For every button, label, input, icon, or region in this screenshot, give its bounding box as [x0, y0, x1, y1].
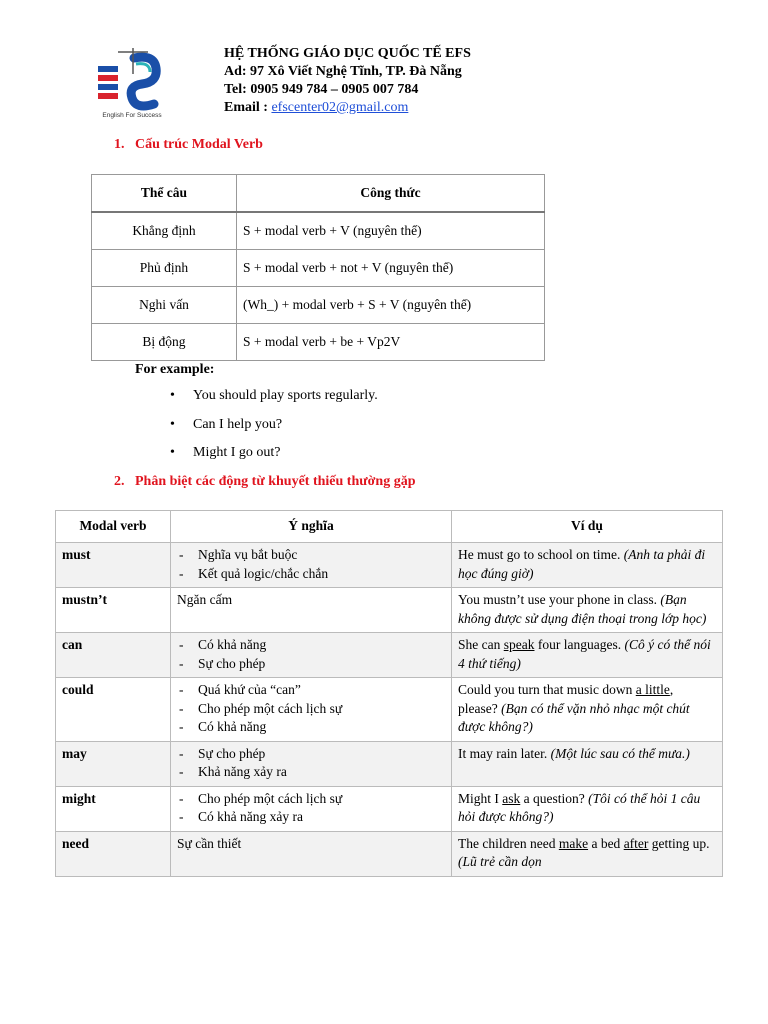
modal-verb-table — [55, 510, 723, 877]
example-translation: (Lũ trẻ cần dọn — [458, 854, 542, 869]
example-cell — [452, 741, 723, 786]
example-label: For example: — [135, 362, 215, 377]
example-text: The children need — [458, 835, 559, 851]
meaning-item: - Khả năng xảy ra — [177, 763, 445, 782]
email-line — [224, 99, 471, 117]
formula: S + modal verb + be + Vp2V — [237, 324, 545, 361]
meaning-item: - Kết quả logic/chắc chắn — [177, 565, 445, 584]
modal-verb: may — [56, 741, 171, 786]
meaning-item: - Sự cho phép — [177, 655, 445, 674]
section-1-text: Cấu trúc Modal Verb — [135, 137, 263, 152]
example-translation: (Cô ý có thể nói 4 thứ tiếng) — [458, 637, 711, 671]
modal-verb: could — [56, 678, 171, 742]
modal-verb: need — [56, 831, 171, 876]
example-text: Might I — [458, 790, 503, 806]
header-block — [224, 45, 471, 117]
table-row — [92, 250, 545, 287]
efs-logo — [94, 44, 170, 120]
example-text: She can — [458, 637, 504, 652]
logo-caption: English For Success — [102, 112, 162, 119]
formula: S + modal verb + V (nguyên thể) — [237, 212, 545, 250]
section-2-number: 2. — [114, 474, 125, 489]
meaning-cell — [171, 543, 452, 588]
sentence-type: Phủ định — [92, 250, 237, 287]
example-translation: (Anh ta phải đi học đúng giờ) — [458, 547, 706, 581]
section-1-title — [114, 137, 263, 153]
table-row — [56, 633, 723, 678]
example-underlined: make — [558, 835, 589, 851]
phone: Tel: 0905 949 784 – 0905 007 784 — [224, 82, 419, 97]
example-text: It may rain later. — [458, 745, 551, 761]
meaning-item: - Sự cho phép — [177, 745, 445, 764]
table-row — [92, 212, 545, 250]
example-translation: (Một lúc sau có thể mưa.) — [550, 745, 690, 761]
sentence-type: Bị động — [92, 324, 237, 361]
column-header: Ví dụ — [452, 511, 723, 543]
list-item: • Might I go out? — [170, 445, 378, 474]
example-text: , please? — [458, 682, 674, 716]
example-translation: (Bạn không được sử dụng điện thoại trong lớp học) — [458, 592, 707, 626]
meaning-item: - Cho phép một cách lịch sự — [177, 700, 445, 719]
address: Ad: 97 Xô Viết Nghệ Tĩnh, TP. Đà Nẵng — [224, 64, 462, 79]
example-text: He must go to school on time. — [458, 547, 624, 562]
meaning-item: - Có khả năng — [177, 718, 445, 737]
example-translation: (Bạn có thể vặn nhỏ nhạc một chút được không?) — [458, 700, 690, 734]
sentence-type: Nghi vấn — [92, 287, 237, 324]
formula: S + modal verb + not + V (nguyên thể) — [237, 250, 545, 287]
example-cell — [452, 543, 723, 588]
email-link[interactable]: efscenter02@gmail.com — [271, 100, 409, 115]
section-2-title — [114, 474, 416, 490]
example-cell — [452, 588, 723, 633]
example-translation: (Tôi có thể hỏi 1 câu hỏi được không?) — [458, 790, 701, 824]
example-underlined: speak — [503, 637, 535, 652]
table-row — [56, 588, 723, 633]
example-text: a bed — [588, 835, 624, 851]
org-name: HỆ THỐNG GIÁO DỤC QUỐC TẾ EFS — [224, 46, 471, 61]
formula: (Wh_) + modal verb + S + V (nguyên thể) — [237, 287, 545, 324]
meaning-cell — [171, 741, 452, 786]
column-header: Thể câu — [92, 175, 237, 213]
table-row — [56, 678, 723, 742]
table-row — [56, 741, 723, 786]
meaning-cell — [171, 678, 452, 742]
table-row — [92, 287, 545, 324]
table-header-row — [92, 175, 545, 213]
modal-verb: might — [56, 786, 171, 831]
meaning-item: - Cho phép một cách lịch sự — [177, 790, 445, 809]
email-label: Email : — [224, 100, 272, 115]
meaning-item: - Có khả năng xảy ra — [177, 808, 445, 827]
example-cell — [452, 786, 723, 831]
modal-verb: can — [56, 633, 171, 678]
table-row — [56, 786, 723, 831]
example-text: a question? — [520, 790, 589, 806]
table-row — [56, 831, 723, 876]
example-text: getting up. — [648, 835, 710, 851]
sentence-type: Khẳng định — [92, 212, 237, 250]
meaning-cell — [171, 786, 452, 831]
column-header: Công thức — [237, 175, 545, 213]
meaning-item: - Nghĩa vụ bắt buộc — [177, 546, 445, 565]
example-cell — [452, 678, 723, 742]
meaning-item: - Quá khứ của “can” — [177, 681, 445, 700]
example-text: You mustn’t use your phone in class. — [458, 592, 661, 607]
meaning-cell: Sự cần thiết — [171, 831, 452, 876]
modal-verb: mustn’t — [56, 588, 171, 633]
example-cell — [452, 831, 723, 876]
table-header-row — [56, 511, 723, 543]
example-underlined: a little — [635, 682, 670, 697]
example-text: Could you turn that music down — [458, 682, 636, 697]
example-underlined: after — [623, 835, 649, 851]
example-text: four languages. — [534, 637, 625, 652]
section-2-text: Phân biệt các động từ khuyết thiếu thường gặp — [135, 474, 416, 489]
meaning-cell — [171, 633, 452, 678]
column-header: Ý nghĩa — [171, 511, 452, 543]
example-list — [170, 388, 378, 474]
table-row — [92, 324, 545, 361]
list-item: • Can I help you? — [170, 417, 378, 446]
structure-table — [91, 174, 545, 361]
example-underlined: ask — [502, 790, 521, 806]
example-cell — [452, 633, 723, 678]
section-1-number: 1. — [114, 137, 125, 152]
meaning-item: - Có khả năng — [177, 636, 445, 655]
meaning-cell: Ngăn cấm — [171, 588, 452, 633]
list-item: • You should play sports regularly. — [170, 388, 378, 417]
table-row — [56, 543, 723, 588]
modal-verb: must — [56, 543, 171, 588]
column-header: Modal verb — [56, 511, 171, 543]
